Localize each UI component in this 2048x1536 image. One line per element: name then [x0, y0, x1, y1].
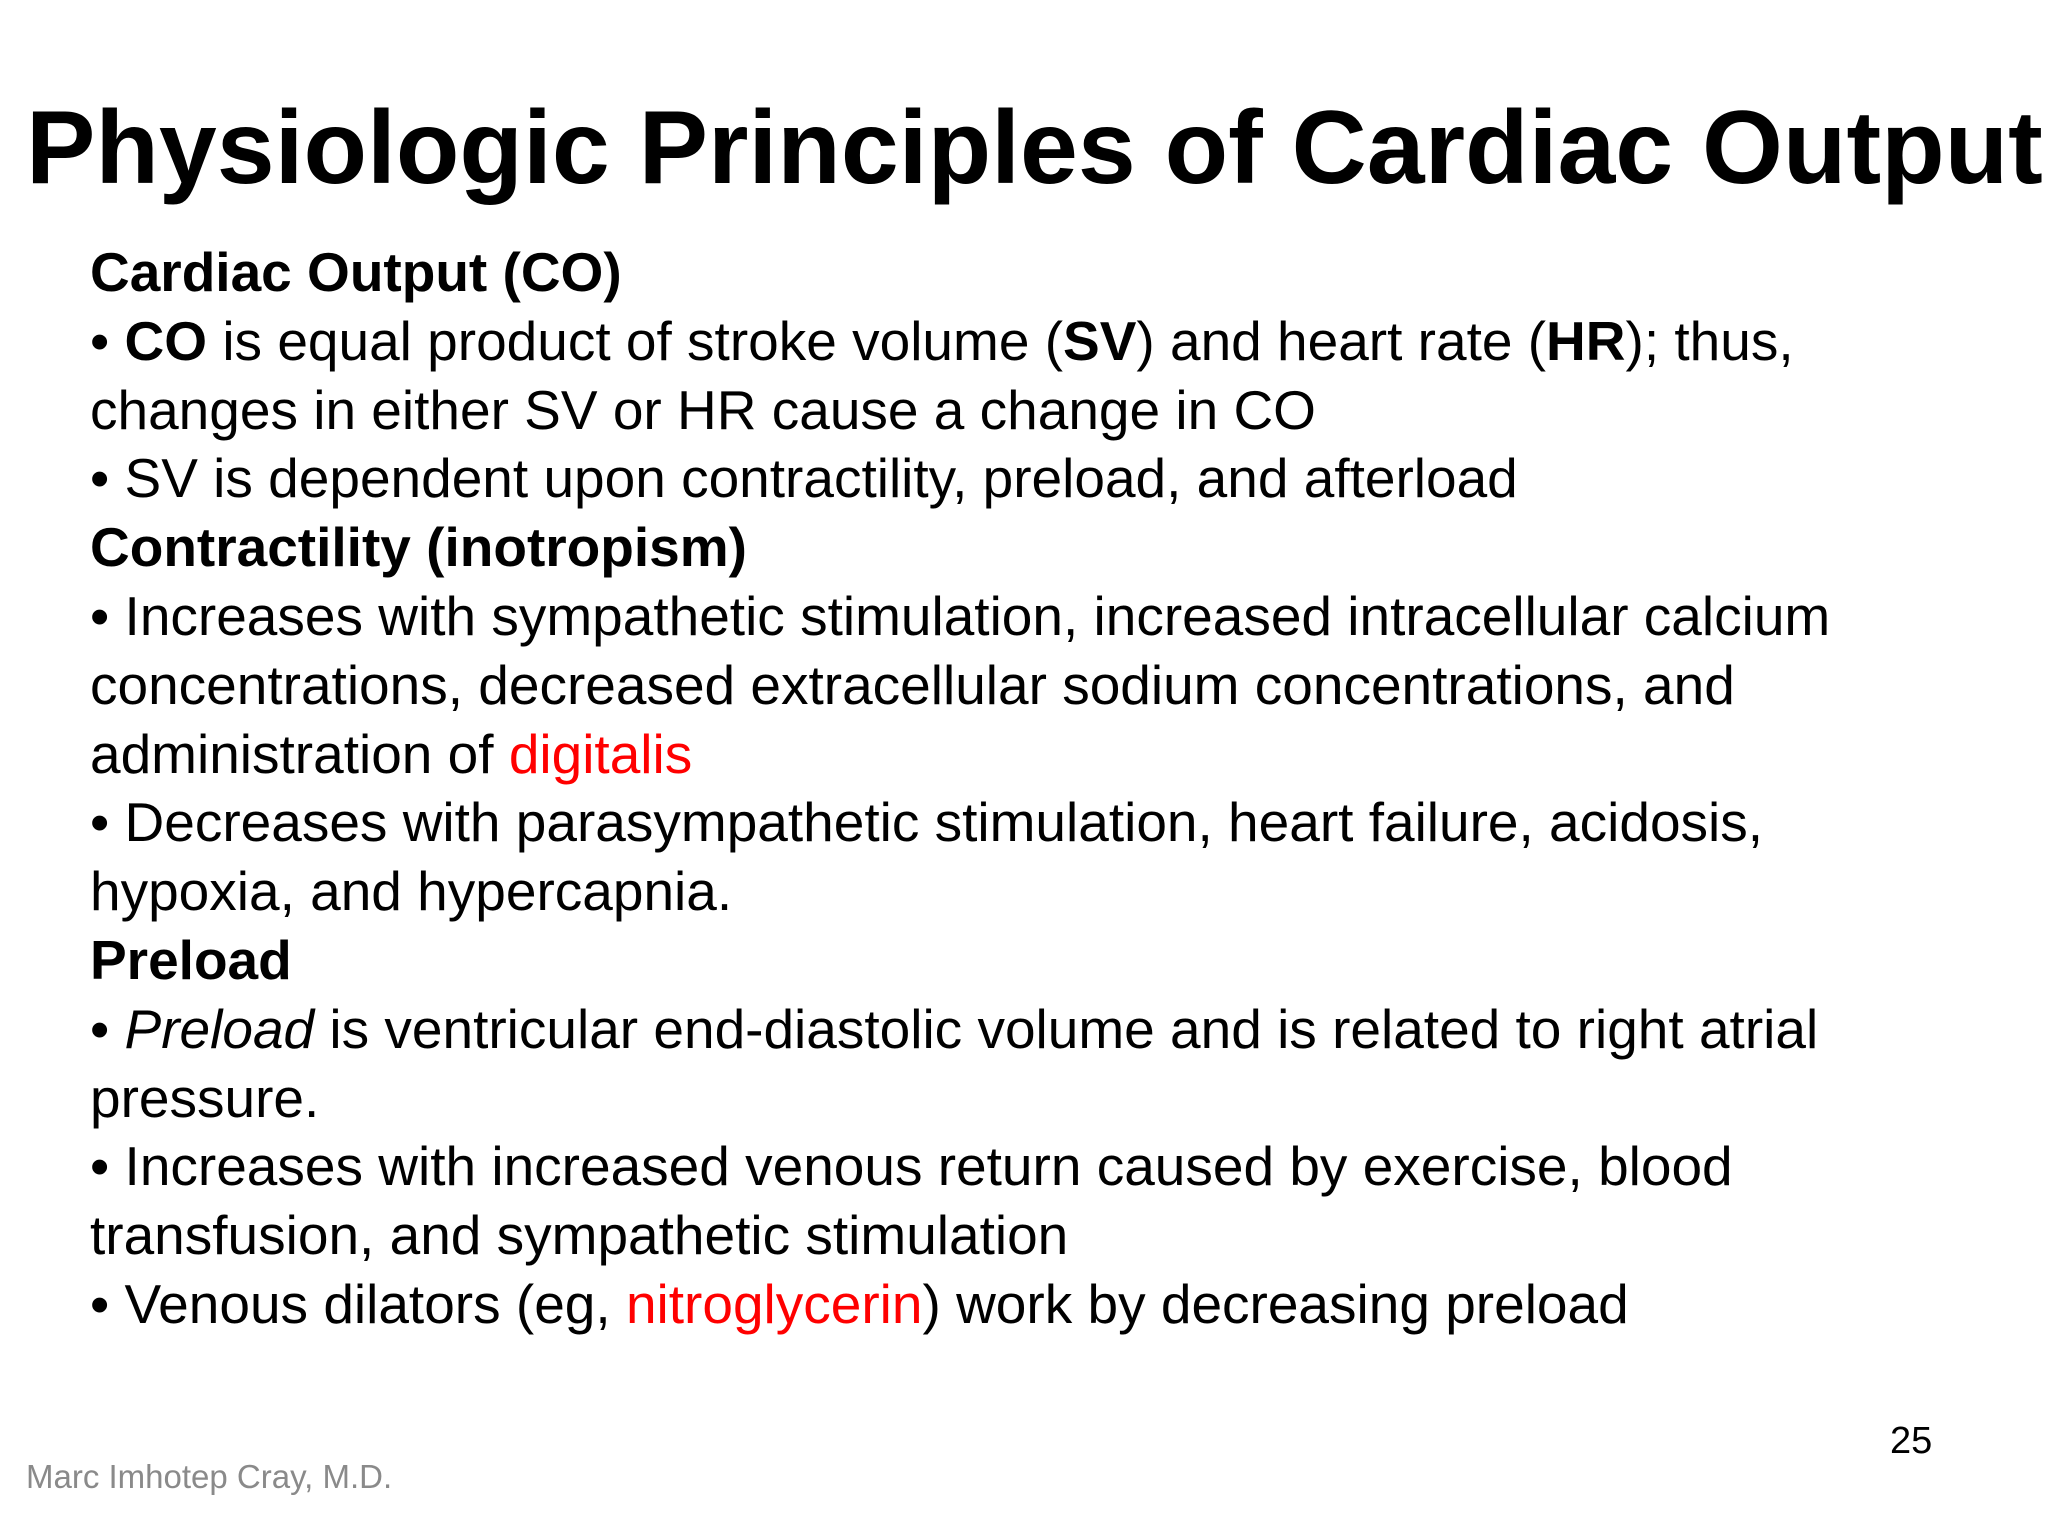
section-heading-cardiac-output: Cardiac Output (CO) — [90, 241, 622, 303]
text-segment: ) and heart rate ( — [1136, 309, 1547, 372]
bullet-preload-increases: • Increases with increased venous return caused by exercise, blood — [90, 1135, 1733, 1198]
text-segment: is ventricular end-diastolic volume and is related to right atrial — [314, 997, 1819, 1060]
text-segment: is equal product of stroke volume ( — [207, 309, 1064, 372]
bullet-co-definition-cont: changes in either SV or HR cause a change in CO — [90, 378, 1316, 441]
bullet-marker: • — [90, 997, 125, 1060]
bullet-preload-increases-cont: transfusion, and sympathetic stimulation — [90, 1204, 1069, 1267]
bullet-contractility-increases-cont: concentrations, decreased extracellular sodium concentrations, and — [90, 653, 1735, 716]
bullet-contractility-increases-cont — [90, 720, 1950, 789]
slide-title: Physiologic Principles of Cardiac Output — [26, 90, 2043, 206]
bullet-contractility-decreases-cont: hypoxia, and hypercapnia. — [90, 860, 733, 923]
bullet-contractility-increases: • Increases with sympathetic stimulation, increased intracellular calcium — [90, 584, 1831, 647]
drug-digitalis: digitalis — [508, 722, 693, 785]
text-segment: administration of — [90, 722, 509, 785]
term-preload: Preload — [124, 997, 315, 1060]
bullet-preload-definition-cont: pressure. — [90, 1066, 320, 1129]
term-sv: SV — [1063, 309, 1137, 372]
bullet-preload-definition — [90, 995, 1950, 1064]
term-co: CO — [124, 309, 208, 372]
footer-author: Marc Imhotep Cray, M.D. — [26, 1458, 393, 1495]
slide-body — [90, 238, 1950, 1339]
bullet-sv-dependence: • SV is dependent upon contractility, preload, and afterload — [90, 447, 1518, 510]
bullet-contractility-decreases: • Decreases with parasympathetic stimulation, heart failure, acidosis, — [90, 791, 1764, 854]
bullet-co-definition — [90, 307, 1950, 376]
page-number: 25 — [1890, 1420, 1933, 1462]
term-hr: HR — [1546, 309, 1626, 372]
text-segment: ); thus, — [1625, 309, 1794, 372]
section-heading-contractility: Contractility (inotropism) — [90, 516, 747, 579]
drug-nitroglycerin: nitroglycerin — [625, 1272, 923, 1335]
bullet-marker: • — [90, 309, 125, 372]
section-heading-preload: Preload — [90, 928, 292, 991]
text-segment: • Venous dilators (eg, — [90, 1272, 626, 1335]
text-segment: ) work by decreasing preload — [922, 1272, 1629, 1335]
bullet-venous-dilators — [90, 1270, 1950, 1339]
